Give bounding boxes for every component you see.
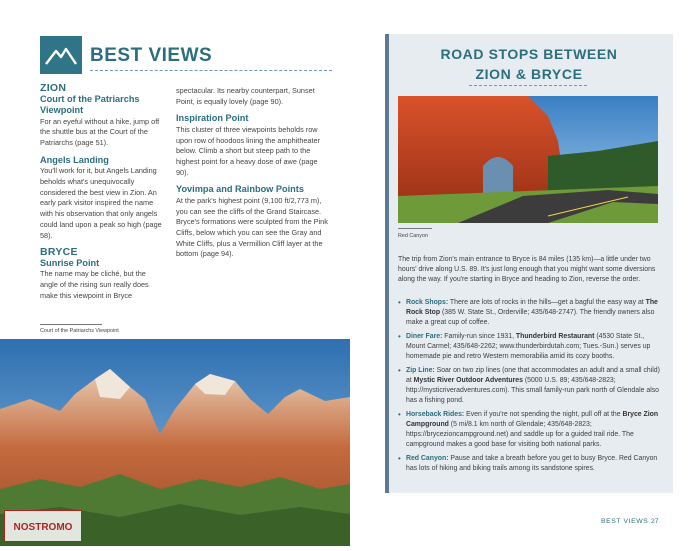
viewpoint-heading: Sunrise Point [40,257,100,268]
viewpoint-heading: Angels Landing [40,154,109,165]
photo-caption: Court of the Patriarchs Viewpoint [40,328,119,334]
photo-caption: Red Canyon [398,233,428,239]
sidebar-title-line-1: ROAD STOPS BETWEEN [440,46,618,62]
viewpoint-text: At the park's highest point (9,100 ft/2,773 m), you can see the cliffs of the Grand Staircase. Bryce's formations were sculpted from the Pink Cliffs, below which you can see the Gray and White Cliffs, plus a Vermillion Cliff layer at the bottom (page 94). [176,195,328,259]
title-divider [90,70,332,71]
bullet-dot-icon: • [398,298,401,307]
sidebar-title-line-2: ZION & BRYCE [475,66,583,82]
svg-text:NOSTROMO: NOSTROMO [13,522,73,533]
road-stops-list [398,298,660,478]
running-footer: BEST VIEWS [601,518,649,525]
viewpoint-heading: Court of the Patriarchs Viewpoint [40,93,140,116]
bullet-dot-icon: • [398,410,401,419]
red-canyon-photo [398,96,658,223]
caption-divider [398,228,432,229]
bullet-dot-icon: • [398,366,401,375]
list-item: • Horseback Rides: Even if you're not spending the night, pull off at the Bryce Zion Campground (5 mi/8.1 km north of Glendale; 435/648-2823; https://brycezioncampground.net) and saddle up for a guided trail ride. The campground makes a good base for visiting both national parks. [398,410,659,448]
viewpoint-text: You'll work for it, but Angels Landing beholds what's unequivocally considered the best view in Zion. An early park visitor inspired the name with his observation that only angels could land upon a peak so high (page 58). [40,166,162,240]
list-item: • Diner Fare: Family-run since 1931, Thunderbird Restaurant (4530 State St., Mount Carmel; 435/648-2262; www.thunderbirdutah.com; Tues.-Sun.) serves up homemade pie and retro Western memorabilia amid its cozy booths. [398,332,651,360]
left-column-2 [176,86,332,260]
left-column-1 [40,83,165,302]
region-heading-zion: ZION [40,82,67,94]
bullet-dot-icon: • [398,332,401,341]
page-title: BEST VIEWS [90,45,213,66]
page-number: 27 [651,518,659,525]
region-heading-bryce: BRYCE [40,246,78,259]
sidebar-title-divider [469,85,587,86]
caption-divider [40,324,102,325]
watermark-logo [4,510,82,542]
viewpoint-text: The name may be cliché, but the angle of the rising sun really does make this viewpoint in Bryce [40,269,149,300]
viewpoint-text: spectacular. Its nearby counterpart, Sunset Point, is equally lovely (page 90). [176,86,315,106]
viewpoint-heading: Yovimpa and Rainbow Points [176,184,304,195]
list-item: • Rock Shops: There are lots of rocks in the hills—get a bagful the easy way at The Rock Stop (385 W. State St., Orderville; 435/648-2747). The friendly owners also make a great cup of coffee. [398,298,658,326]
list-item: • Zip Line: Soar on two zip lines (one that accommodates an adult and a small child) at Mystic River Outdoor Adventures (5000 U.S. 89; 435/648-2823; http://mysticriveradventures.com). This small family-run park north of Glendale also has a fishing pond. [398,366,660,404]
mountain-logo-icon [40,36,82,74]
sidebar-title [389,44,669,84]
viewpoint-heading: Inspiration Point [176,113,249,124]
viewpoint-text: This cluster of three viewpoints beholds row upon row of hoodoos lining the amphitheater below. Climb a short but steep path to the highest point for a heavy dose of awe (page 90). [176,124,321,177]
sidebar-intro: The trip from Zion's main entrance to Bryce is 84 miles (135 km)—a little under two hours' drive along U.S. 89. It's just long enough that you might want some diversions along the way. If you're starting in Bryce and heading to Zion, reverse the order. [398,256,656,283]
bullet-dot-icon: • [398,454,401,463]
list-item: • Red Canyon: Pause and take a breath before you get to busy Bryce. Red Canyon has lots of hiking and biking trails among its sandstone spires. [398,454,658,472]
viewpoint-text: For an eyeful without a hike, jump off the shuttle bus at the Court of the Patriarchs (page 51). [40,116,160,148]
